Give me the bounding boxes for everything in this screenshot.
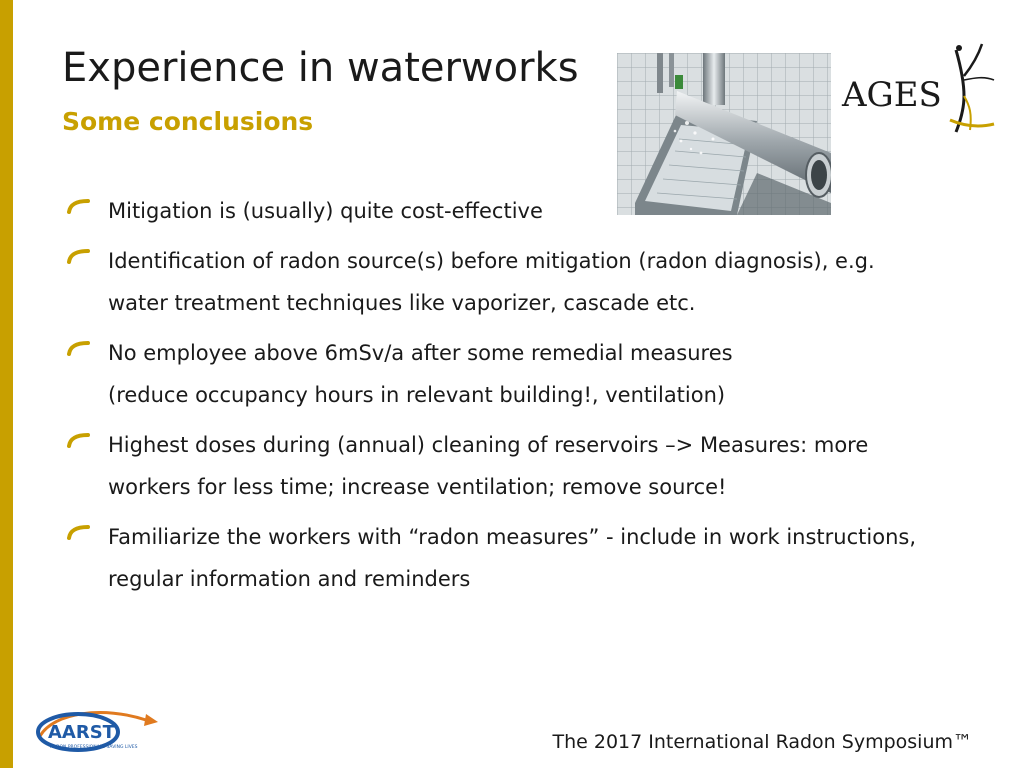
slide-title: Experience in waterworks [62, 45, 579, 91]
bullet-line: water treatment techniques like vaporizer, cascade etc. [108, 291, 696, 315]
hook-bullet-icon [66, 340, 92, 356]
bullet-line: Mitigation is (usually) quite cost-effective [108, 199, 543, 223]
aarst-logo-text: AARST [48, 722, 115, 743]
left-accent-bar [0, 0, 13, 768]
aarst-logo-tagline: RADON PROFESSIONALS SAVING LIVES [50, 745, 138, 750]
list-item [62, 190, 982, 232]
slide-subtitle: Some conclusions [62, 107, 314, 136]
bullet-line: Identification of radon source(s) before mitigation (radon diagnosis), e.g. [108, 249, 875, 273]
hook-bullet-icon [66, 432, 92, 448]
bullet-line: workers for less time; increase ventilation; remove source! [108, 475, 727, 499]
list-item [62, 240, 982, 324]
conclusions-list [62, 190, 982, 608]
list-item [62, 424, 982, 508]
bullet-line: regular information and reminders [108, 567, 471, 591]
bullet-line: (reduce occupancy hours in relevant building!, ventilation) [108, 383, 726, 407]
aarst-logo [34, 706, 164, 756]
bullet-line: No employee above 6mSv/a after some remedial measures [108, 341, 733, 365]
hook-bullet-icon [66, 248, 92, 264]
hook-bullet-icon [66, 198, 92, 214]
bullet-line: Highest doses during (annual) cleaning of reservoirs –> Measures: more [108, 433, 869, 457]
bullet-line: Familiarize the workers with “radon measures” - include in work instructions, [108, 525, 916, 549]
ages-logo-text: AGES [842, 75, 942, 115]
list-item [62, 516, 982, 600]
hook-bullet-icon [66, 524, 92, 540]
ages-logo [838, 40, 1003, 140]
list-item [62, 332, 982, 416]
footer-text: The 2017 International Radon Symposium™ [552, 731, 972, 753]
